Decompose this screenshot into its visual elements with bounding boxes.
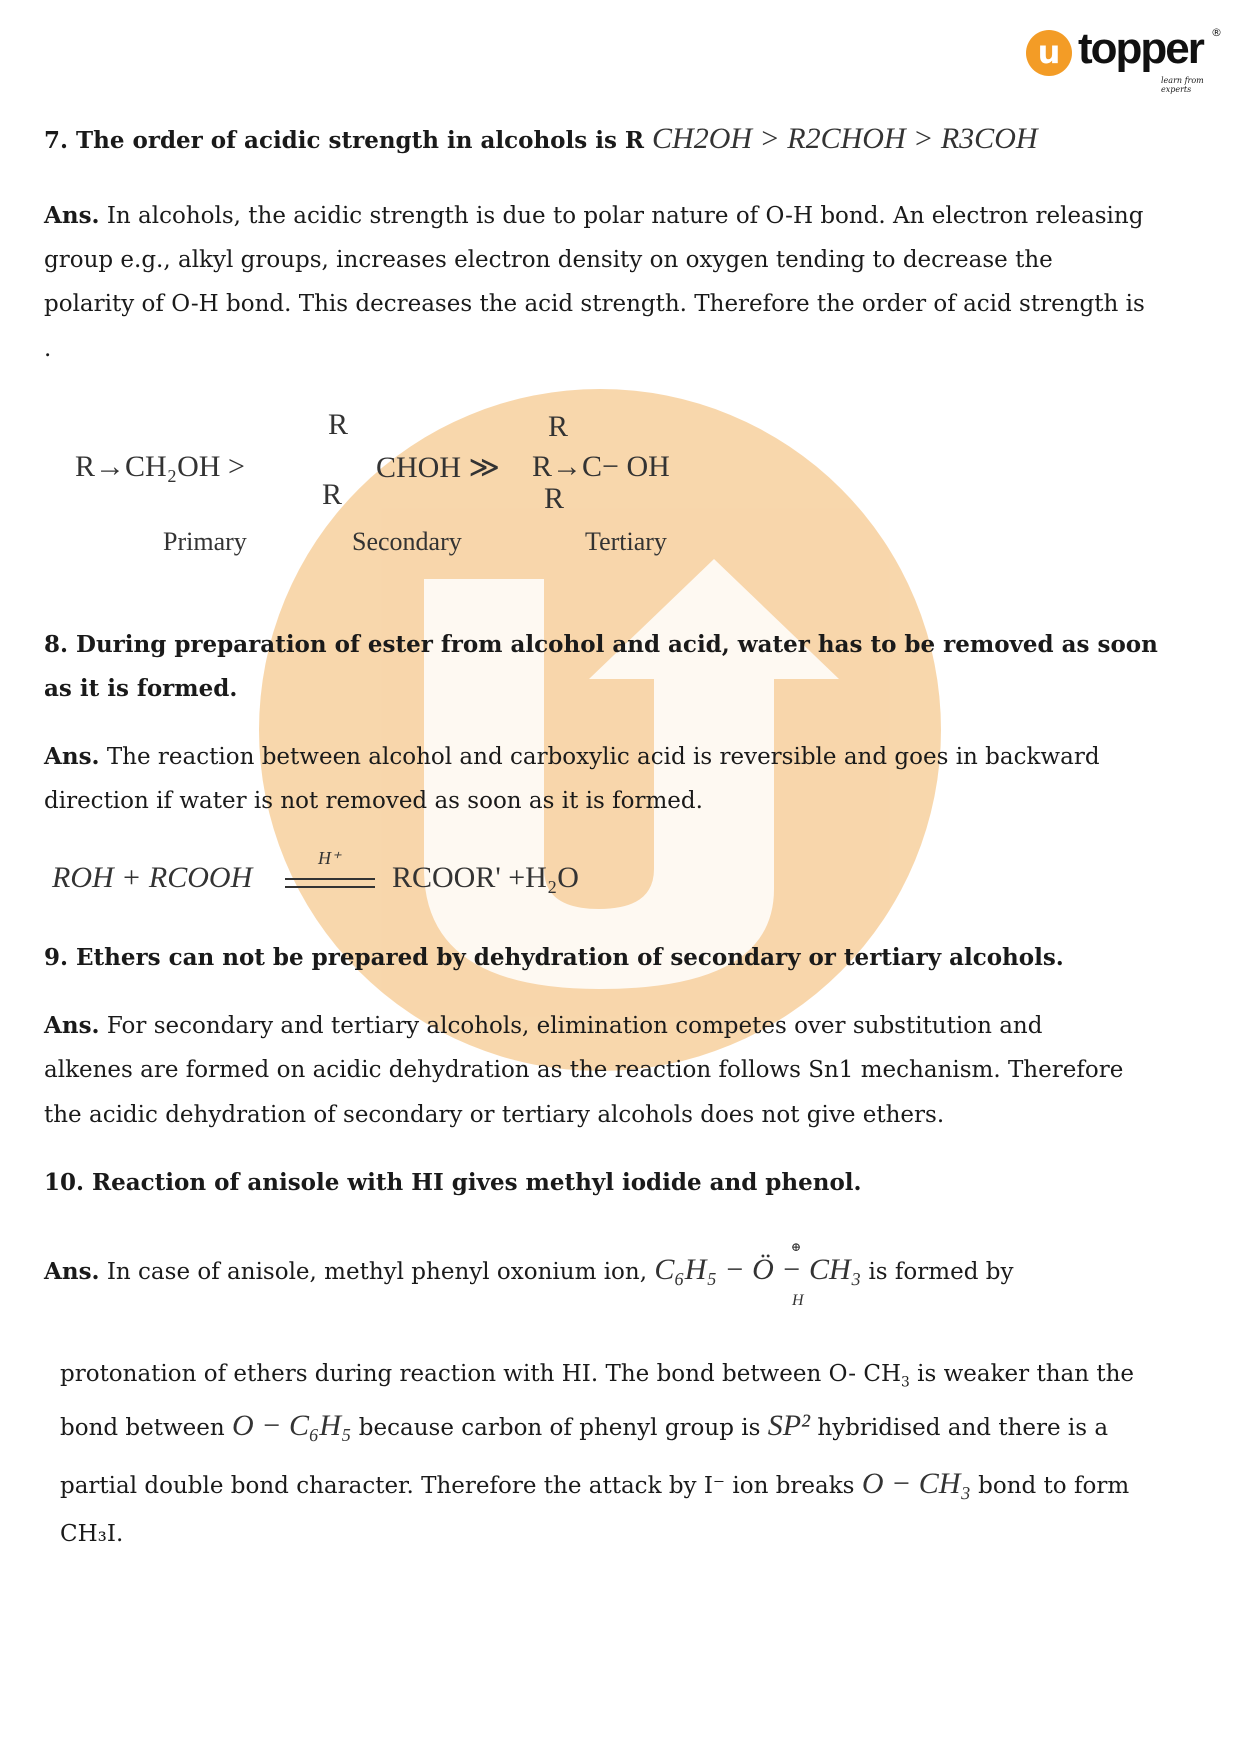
formula: CH2OH > R2CHOH > R3COH [652, 122, 1038, 155]
equation-right: RCOOR' +H₂O [392, 861, 579, 894]
answer-text: partial double bond character. Therefore the attack by I⁻ ion breaks [60, 1473, 855, 1499]
answer-text: The reaction between alcohol and carboxylic acid is reversible and goes in backward [106, 744, 1100, 770]
answer-text: protonation of ethers during reaction with HI. The bond between O- CH [60, 1361, 902, 1387]
formula: O − C₆H₅ [232, 1409, 352, 1442]
answer-line: direction if water is not removed as soon as it is formed. [44, 788, 703, 814]
tertiary-formula: R→C− OH [532, 450, 670, 483]
logo-mark: u [1026, 30, 1072, 76]
answer-text: For secondary and tertiary alcohols, elimination competes over substitution and [106, 1013, 1043, 1039]
answer-line: . [44, 336, 52, 362]
equation-left: ROH + RCOOH [52, 861, 253, 894]
answer-line [44, 1011, 1042, 1041]
answer-line [44, 742, 1100, 772]
tertiary-r-bottom: R [544, 482, 565, 515]
ans-label: Ans. [44, 1012, 100, 1039]
answer-line: polarity of O-H bond. This decreases the acid strength. Therefore the order of acid strength is [44, 291, 1145, 317]
secondary-r-bottom: R [322, 478, 343, 511]
label-secondary: Secondary [352, 527, 462, 556]
catalyst: H⁺ [318, 848, 341, 868]
formula: SP² [767, 1409, 811, 1442]
label-tertiary: Tertiary [585, 527, 667, 556]
answer-line [44, 201, 1143, 231]
logo-tagline: learn from experts [1161, 76, 1204, 94]
answer-line: the acidic dehydration of secondary or tertiary alcohols does not give ethers. [44, 1102, 945, 1128]
answer-text: bond between [60, 1415, 225, 1441]
answer-line: alkenes are formed on acidic dehydration as the reaction follows Sn1 mechanism. Therefore [44, 1057, 1124, 1083]
answer-text: In alcohols, the acidic strength is due to polar nature of O-H bond. An electron releasing [106, 203, 1144, 229]
answer-line [44, 1255, 1013, 1287]
ans-label: Ans. [44, 743, 100, 770]
oxonium-formula: C₆H₅ − Ö − CH₃ [654, 1253, 862, 1286]
answer-text: hybridised and there is a [817, 1415, 1109, 1441]
answer-line [60, 1411, 1108, 1443]
secondary-r-top: R [328, 408, 349, 441]
answer-text: because carbon of phenyl group is [358, 1415, 761, 1441]
answer-line: protonation of ethers during reaction with HI. The bond between O- $CH_3$ is weaker than the [60, 1361, 1135, 1391]
registered-mark: ® [1211, 26, 1222, 39]
formula: O − CH₃ [861, 1467, 971, 1500]
question-8: 8. During preparation of ester from alcohol and acid, water has to be removed as soon [44, 631, 1158, 658]
question-7 [44, 124, 1038, 156]
topper-logo [1026, 24, 1226, 94]
answer-line: CH₃I. [60, 1521, 124, 1547]
answer-text: is formed by [868, 1259, 1014, 1285]
question-text: 7. The order of acidic strength in alcohols is R [44, 127, 645, 154]
equilibrium-arrow [285, 886, 375, 888]
question-9: 9. Ethers can not be prepared by dehydration of secondary or tertiary alcohols. [44, 944, 1064, 971]
answer-text: bond to form [978, 1473, 1130, 1499]
label-primary: Primary [163, 527, 247, 556]
positive-charge: ⊕ [791, 1240, 802, 1254]
ans-label: Ans. [44, 202, 100, 229]
ans-label: Ans. [44, 1258, 100, 1285]
oxonium-h: H [792, 1292, 804, 1309]
answer-line [60, 1469, 1129, 1501]
logo-name: topper [1078, 24, 1203, 73]
answer-text: is weaker than the [917, 1361, 1135, 1387]
equilibrium-arrow [285, 878, 375, 880]
question-10: 10. Reaction of anisole with HI gives methyl iodide and phenol. [44, 1169, 862, 1196]
question-8-cont: as it is formed. [44, 675, 238, 702]
tertiary-r-top: R [548, 410, 569, 443]
answer-text: In case of anisole, methyl phenyl oxonium ion, [106, 1259, 648, 1285]
answer-line: group e.g., alkyl groups, increases electron density on oxygen tending to decrease the [44, 247, 1053, 273]
secondary-formula: CHOH ≫ [376, 451, 500, 484]
primary-formula: R→CH₂OH > [75, 450, 245, 483]
